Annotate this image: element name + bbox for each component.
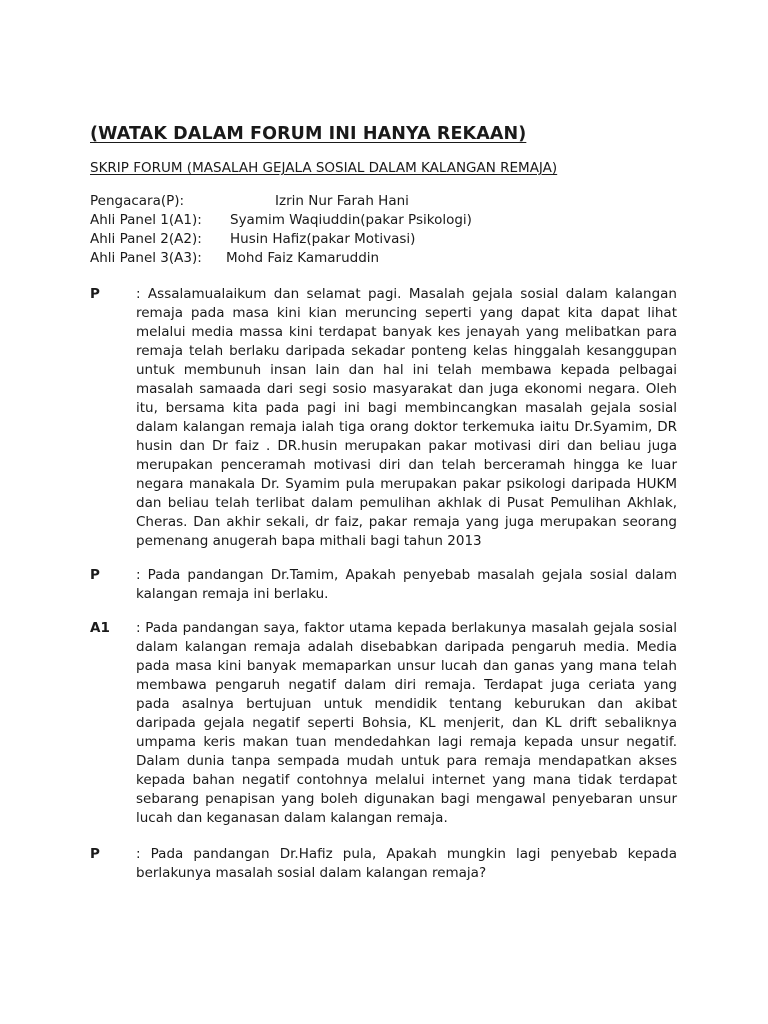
cast-name: Mohd Faiz Kamaruddin (226, 250, 380, 266)
dialogue-block (90, 285, 677, 551)
dialogue-text: : Pada pandangan Dr.Hafiz pula, Apakah mungkin lagi penyebab kepada berlakunya masalah sosial dalam kalangan remaja? (136, 846, 677, 881)
dialogue-speaker: P (90, 286, 100, 302)
dialogue-block (90, 845, 677, 883)
cast-role: Ahli Panel 1(A1): (90, 212, 202, 228)
dialogue-speaker: P (90, 567, 100, 583)
dialogue-speaker: A1 (90, 620, 110, 636)
dialogue-text: : Pada pandangan saya, faktor utama kepada berlakunya masalah gejala sosial dalam kalangan remaja adalah disebabkan daripada pengaruh media. Media pada masa kini banyak memaparkan unsur lucah dan ganas yang mana telah membawa pengaruh negatif dalam diri remaja. Terdapat juga ceriata yang pada asalnya bertujuan untuk mendidik tentang keburukan dan akibat daripada gejala negatif seperti Bohsia, KL menjerit, dan KL drift sebaliknya umpama keris makan tuan mendedahkan lagi remaja kepada unsur negatif. Dalam dunia tanpa sempada mudah untuk para remaja mendapatkan akses kepada bahan negatif contohnya melalui internet yang mana tidak terdapat sebarang penapisan yang boleh digunakan bagi mengawal penyebaran unsur lucah dan keganasan dalam kalangan remaja. (136, 620, 677, 826)
cast-name: Syamim Waqiuddin(pakar Psikologi) (230, 212, 472, 228)
dialogue-text: : Pada pandangan Dr.Tamim, Apakah penyebab masalah gejala sosial dalam kalangan remaja ini berlaku. (136, 567, 677, 602)
cast-name: Izrin Nur Farah Hani (275, 193, 409, 209)
dialogue-block (90, 566, 677, 604)
document-subtitle: SKRIP FORUM (MASALAH GEJALA SOSIAL DALAM KALANGAN REMAJA) (90, 160, 558, 176)
dialogue-speaker: P (90, 846, 100, 862)
document-title: (WATAK DALAM FORUM INI HANYA REKAAN) (90, 124, 527, 144)
cast-role: Ahli Panel 2(A2): (90, 231, 202, 247)
cast-name: Husin Hafiz(pakar Motivasi) (230, 231, 416, 247)
cast-role: Ahli Panel 3(A3): (90, 250, 202, 266)
dialogue-text: : Assalamualaikum dan selamat pagi. Masalah gejala sosial dalam kalangan remaja pada masa kini kian meruncing seperti yang dapat kita dapat lihat melalui media massa kini terdapat banyak kes jenayah yang melibatkan para remaja telah berlaku daripada sekadar ponteng kelas hinggalah kesanggupan untuk membunuh insan lain dan hal ini telah membawa kepada pelbagai masalah samaada dari segi sosio masyarakat dan juga ekonomi negara. Oleh itu, bersama kita pada pagi ini bagi membincangkan masalah gejala sosial dalam kalangan remaja ialah tiga orang doktor terkemuka iaitu Dr.Syamim, DR husin dan Dr faiz . DR.husin merupakan pakar motivasi diri dan beliau juga merupakan penceramah motivasi diri dan telah berceramah hingga ke luar negara manakala Dr. Syamim pula merupakan pakar psikologi daripada HUKM dan beliau telah terlibat dalam pemulihan akhlak di Pusat Pemulihan Akhlak, Cheras. Dan akhir sekali, dr faiz, pakar remaja yang juga merupakan seorang pemenang anugerah bapa mithali bagi tahun 2013 (136, 286, 677, 549)
dialogue-block (90, 619, 677, 828)
cast-role: Pengacara(P): (90, 193, 185, 209)
